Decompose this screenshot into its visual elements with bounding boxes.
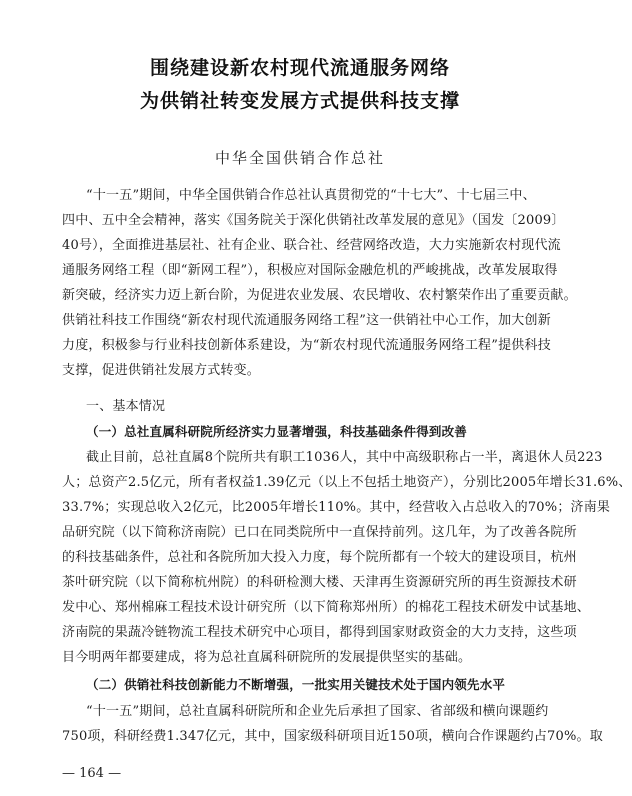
title-line-1: 围绕建设新农村现代流通服务网络	[149, 57, 450, 79]
paragraph-2-line: 品研究院（以下简称济南院）已口在同类院所中一直保持前列。这几年，为了改善各院所	[62, 525, 577, 540]
paragraph-1-line: 新突破，经济实力迈上新台阶，为促进农业发展、农民增收、农村繁荣作出了重要贡献。	[62, 288, 577, 303]
paragraph-1-line: 40号），全面推进基层社、社有企业、联合社、经营网络改造，大力实施新农村现代流	[62, 238, 561, 253]
paragraph-2-line: 33.7%；实现总收入2亿元，比2005年增长110%。其中，经营收入占总收入的70%；济南果	[62, 500, 611, 515]
paragraph-1-line: 支撑，促进供销社发展方式转变。	[62, 363, 261, 378]
paragraph-2-line: 的科技基础条件，总社和各院所加大投入力度，每个院所都有一个较大的建设项目，杭州	[62, 550, 577, 565]
title-line-2: 为供销社转变发展方式提供科技支撑	[139, 90, 460, 112]
paragraph-2-line: 人；总资产2.5亿元，所有者权益1.39亿元（以上不包括土地资产），分别比2005年增长31.6%、	[62, 475, 632, 490]
paragraph-2-line: 截止目前，总社直属8个院所共有职工1036人，其中中高级职称占一半，离退休人员223	[86, 450, 603, 465]
author: 中华全国供销合作总社	[214, 149, 385, 167]
page-number: — 164 —	[62, 766, 122, 781]
paragraph-1-line: 四中、五中全会精神，落实《国务院关于深化供销社改革发展的意见》（国发〔2009〕	[62, 213, 565, 228]
paragraph-2-line: 济南院的果蔬冷链物流工程技术研究中心项目，都得到国家财政资金的大力支持，这些项	[62, 625, 577, 640]
paragraph-3-line: “十一五”期间，总社直属科研院所和企业先后承担了国家、省部级和横向课题约	[86, 704, 549, 719]
subsection-heading: （一）总社直属科研院所经济实力显著增强，科技基础条件得到改善	[86, 424, 468, 439]
subsection-heading: （二）供销社科技创新能力不断增强，一批实用关键技术处于国内领先水平	[86, 677, 506, 692]
paragraph-2-line: 发中心、郑州棉麻工程技术设计研究所（以下简称郑州所）的棉花工程技术研发中试基地、	[62, 600, 591, 615]
paragraph-1-line: 通服务网络工程（即“新网工程”），积极应对国际金融危机的严峻挑战，改革发展取得	[62, 263, 558, 278]
paragraph-2-line: 目今明两年都要建成，将为总社直属科研院所的发展提供坚实的基础。	[62, 650, 472, 665]
paragraph-2-line: 茶叶研究院（以下简称杭州院）的科研检测大楼、天津再生资源研究所的再生资源技术研	[62, 575, 577, 590]
paragraph-1-line: 力度，积极参与行业科技创新体系建设，为“新农村现代流通服务网络工程”提供科技	[62, 338, 551, 353]
section-heading: 一、基本情况	[86, 399, 166, 414]
paragraph-3-line: 750项，科研经费1.347亿元，其中，国家级科研项目近150项，横向合作课题约占70%。取	[62, 729, 603, 744]
paragraph-1-line: “十一五”期间，中华全国供销合作总社认真贯彻党的“十七大”、十七届三中、	[86, 188, 536, 203]
paragraph-1-line: 供销社科技工作围绕“新农村现代流通服务网络工程”这一供销社中心工作，加大创新	[62, 313, 551, 328]
